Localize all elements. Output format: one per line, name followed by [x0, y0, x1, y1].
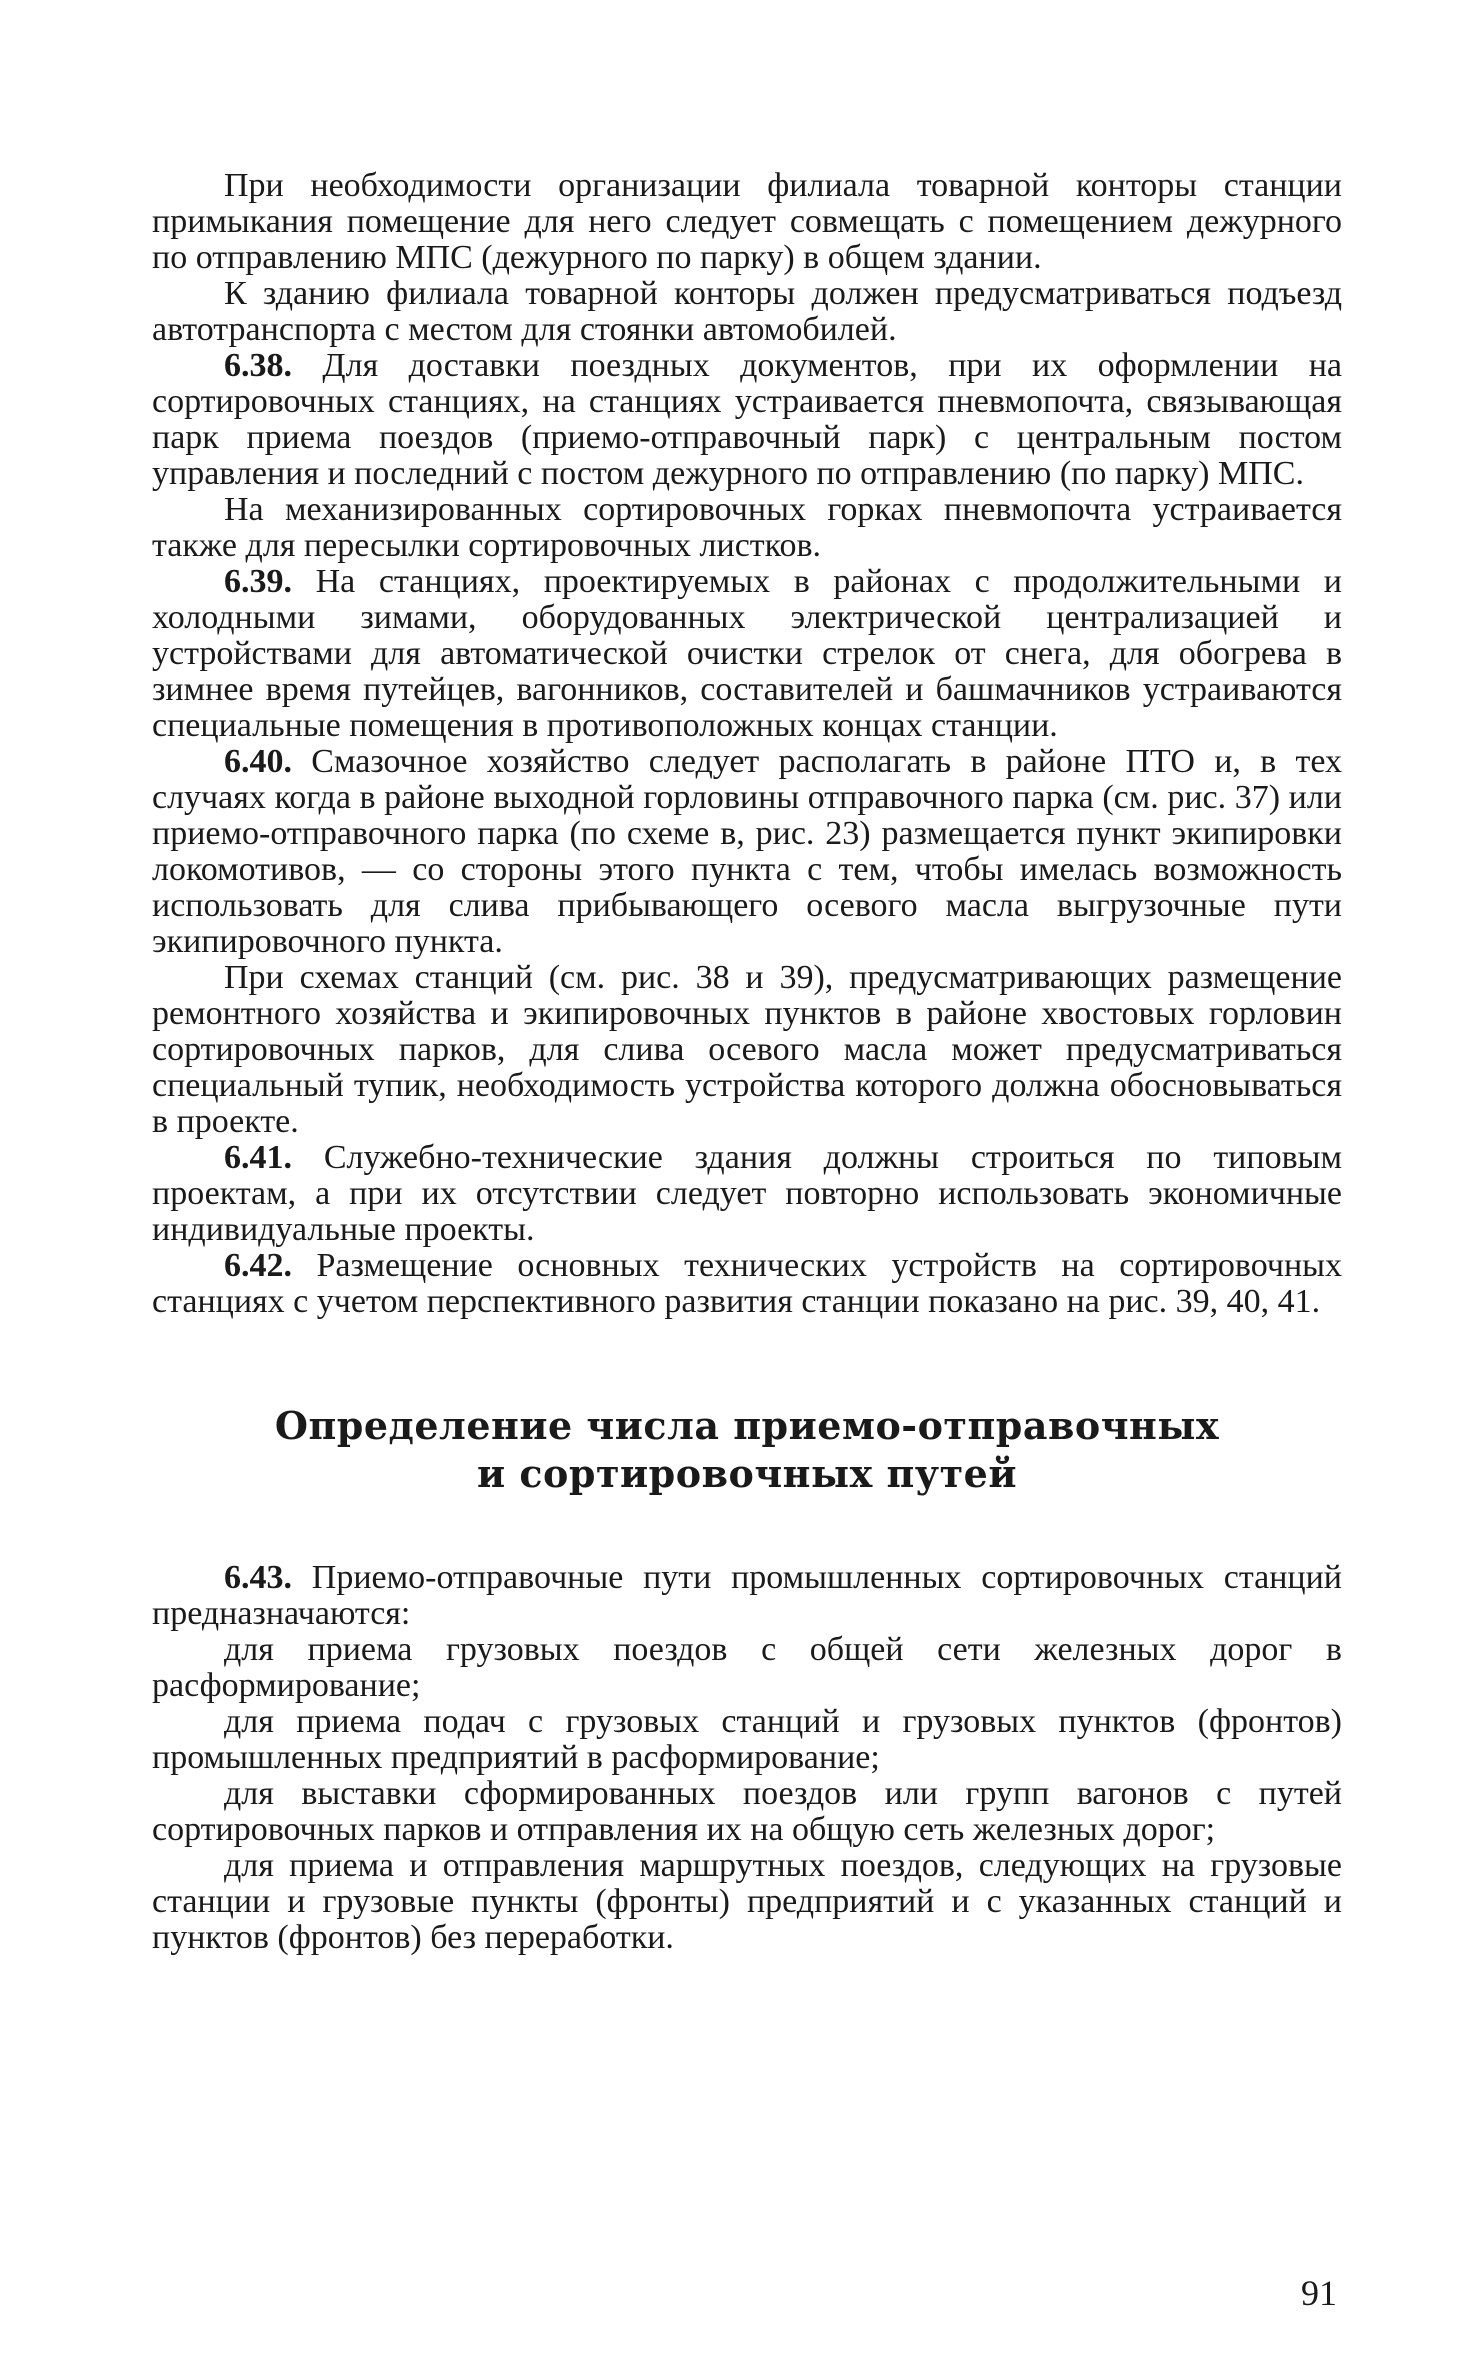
paragraph-text: При необходимости организации филиала товарной конторы станции примыкания помещение для него следует совмещать с помещением дежурного по отправлению МПС (дежурного по парку) в общем здании. [152, 167, 1342, 276]
paragraph [152, 960, 1342, 1140]
page-number: 91 [1301, 2273, 1337, 2313]
paragraph-text: Служебно-технические здания должны строиться по типовым проектам, а при их отсутствии следует повторно использовать экономичные индивидуальные проекты. [152, 1139, 1342, 1248]
heading-line: и сортировочных путей [476, 1451, 1017, 1496]
paragraph-text: На станциях, проектируемых в районах с продолжительными и холодными зимами, оборудованных электрической централизацией и устройствами для автоматической очистки стрелок от снега, для обогрева в зимнее время путейцев, вагонников, составителей и башмачников устраиваются специальные помещения в противоположных концах станции. [152, 563, 1342, 744]
paragraph-text: Размещение основных технических устройств на сортировочных станциях с учетом перспективного развития станции показано на рис. 39, 40, 41. [152, 1247, 1342, 1320]
list-item [152, 1848, 1342, 1956]
section-heading [152, 1402, 1342, 1498]
paragraph-text: для приема подач с грузовых станций и грузовых пунктов (фронтов) промышленных предприятий в расформирование; [152, 1703, 1342, 1776]
paragraph [152, 276, 1342, 348]
paragraph [152, 1248, 1342, 1320]
section-text-top [152, 168, 1342, 1320]
paragraph-text: На механизированных сортировочных горках пневмопочта устраивается также для пересылки сортировочных листков. [152, 491, 1342, 564]
paragraph [152, 564, 1342, 744]
clause-number: 6.42. [224, 1247, 292, 1284]
paragraph-text: для выставки сформированных поездов или групп вагонов с путей сортировочных парков и отправления их на общую сеть железных дорог; [152, 1775, 1342, 1848]
paragraph-text: К зданию филиала товарной конторы должен предусматриваться подъезд автотранспорта с местом для стоянки автомобилей. [152, 275, 1342, 348]
page-body [152, 168, 1342, 1956]
heading-line: Определение числа приемо-отправочных [274, 1403, 1220, 1448]
paragraph-text: Смазочное хозяйство следует располагать в районе ПТО и, в тех случаях когда в районе выходной горловины отправочного парка (см. рис. 37) или приемо-отправочного парка (по схеме в, рис. 23) размещается пункт экипировки локомотивов, — со стороны этого пункта с тем, чтобы имелась возможность использовать для слива прибывающего осевого масла выгрузочные пути экипировочного пункта. [152, 743, 1342, 960]
paragraph-text: для приема грузовых поездов с общей сети железных дорог в расформирование; [152, 1631, 1342, 1704]
paragraph-text: Приемо-отправочные пути промышленных сортировочных станций предназначаются: [152, 1559, 1342, 1632]
clause-number: 6.43. [224, 1559, 292, 1596]
list-item [152, 1704, 1342, 1776]
clause-number: 6.40. [224, 743, 292, 780]
list-item [152, 1632, 1342, 1704]
paragraph [152, 348, 1342, 492]
clause-number: 6.41. [224, 1139, 292, 1176]
paragraph [152, 492, 1342, 564]
paragraph [152, 168, 1342, 276]
list-item [152, 1776, 1342, 1848]
paragraph-text: Для доставки поездных документов, при их оформлении на сортировочных станциях, на станциях устраивается пневмопочта, связывающая парк приема поездов (приемо-отправочный парк) с центральным постом управления и последний с постом дежурного по отправлению (по парку) МПС. [152, 347, 1342, 492]
paragraph [152, 1140, 1342, 1248]
section-text-bottom [152, 1560, 1342, 1956]
paragraph-text: для приема и отправления маршрутных поездов, следующих на грузовые станции и грузовые пункты (фронты) предприятий и с указанных станций и пунктов (фронтов) без переработки. [152, 1847, 1342, 1956]
paragraph [152, 1560, 1342, 1632]
clause-number: 6.38. [224, 347, 292, 384]
clause-number: 6.39. [224, 563, 292, 600]
paragraph-text: При схемах станций (см. рис. 38 и 39), предусматривающих размещение ремонтного хозяйства и экипировочных пунктов в районе хвостовых горловин сортировочных парков, для слива осевого масла может предусматриваться специальный тупик, необходимость устройства которого должна обосновываться в проекте. [152, 959, 1342, 1140]
paragraph [152, 744, 1342, 960]
